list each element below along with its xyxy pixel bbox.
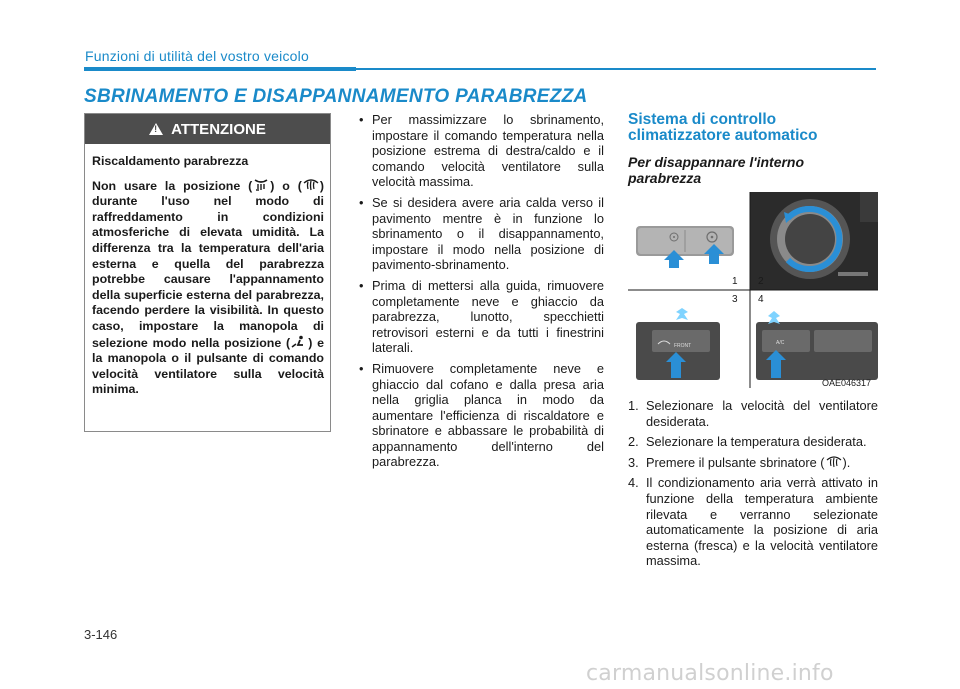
warning-body bbox=[92, 154, 324, 406]
tips-list bbox=[356, 112, 604, 470]
control-panel-illustration bbox=[628, 192, 878, 388]
warning-subheading: Riscaldamento parabrezza bbox=[92, 154, 249, 168]
figure-code: OAE046317 bbox=[822, 378, 872, 388]
running-header: Funzioni di utilità del vostro veicolo bbox=[85, 48, 309, 64]
list-item: 2. Selezionare la temperatura desiderata. bbox=[628, 434, 867, 450]
figure-label-2: 2 bbox=[758, 276, 764, 287]
header-rule-thick bbox=[84, 67, 356, 71]
figure-label-4: 4 bbox=[758, 294, 764, 305]
list-item: 1. Selezionare la velocità del ventilatore desiderata. bbox=[628, 398, 878, 429]
defrost-icon bbox=[825, 455, 843, 469]
watermark: carmanualsonline.info bbox=[586, 661, 834, 686]
subsection-title: Sistema di controllo climatizzatore automatico bbox=[628, 111, 818, 144]
list-item: • Se si desidera avere aria calda verso il pavimento mentre è in funzione lo sbrinamento o il disappannamento, impostare il modo nella posizione di pavimento-sbrinamento. bbox=[356, 195, 604, 273]
list-item: • Rimuovere completamente neve e ghiaccio dal cofano e dalla presa aria nella griglia planca in modo da aumentare l'efficienza di riscaldatore e sbrinatore e abbassare le probabilità di appannamento dell'interno del parabrezza. bbox=[356, 361, 604, 470]
section-title: SBRINAMENTO E DISAPPANNAMENTO PARABREZZA bbox=[84, 86, 588, 107]
warning-text: Non usare la posizione ( ) o ( ) durante l'uso nel modo di raffreddamento in condizioni atmosferiche di elevata umidità. La differenza tra la temperatura dell'aria esterna e quella del parabrezza potrebbe causare l'appannamento della superficie esterna del parabrezza, facendo perdere la visibilità. In questo caso, impostare la manopola di selezione modo nella posizione ( ) e la manopola o il pulsante di comando velocità ventilatore sulla velocità minima. bbox=[92, 178, 324, 397]
list-item: 3. Premere il pulsante sbrinatore ( ). bbox=[628, 454, 851, 470]
subsection-subtitle: Per disappannare l'interno parabrezza bbox=[628, 154, 805, 186]
front-button-label: FRONT bbox=[674, 343, 692, 349]
control-panel-figure bbox=[628, 192, 878, 388]
warning-heading: ATTENZIONE bbox=[171, 120, 266, 138]
list-item: 4. Il condizionamento aria verrà attivato in funzione della temperatura ambiente rilevata e verranno selezionate automaticamente la posizione di aria esterna (fresca) e la velocità ventilatore massima. bbox=[628, 475, 878, 569]
figure-label-1: 1 bbox=[732, 276, 738, 287]
warning-triangle-icon bbox=[149, 123, 163, 135]
list-item: • Per massimizzare lo sbrinamento, impostare il comando temperatura nella posizione estrema di destra/caldo e il comando velocità ventilatore sulla velocità massima. bbox=[356, 112, 604, 190]
tips-column bbox=[356, 112, 604, 475]
defrost-icon bbox=[302, 178, 320, 192]
floor-defrost-mode-icon bbox=[252, 178, 270, 192]
steps-list bbox=[628, 398, 878, 569]
page-number: 3-146 bbox=[84, 627, 118, 642]
header-rule-thin bbox=[356, 68, 876, 70]
list-item: • Prima di mettersi alla guida, rimuovere completamente neve e ghiaccio da parabrezza, lunotto, specchietti retrovisori esterni e da tutti i finestrini laterali. bbox=[356, 278, 604, 356]
warning-box bbox=[84, 113, 331, 432]
ac-button-label: A/C bbox=[776, 340, 785, 346]
figure-label-3: 3 bbox=[732, 294, 738, 305]
steps-column bbox=[628, 398, 878, 574]
floor-mode-icon bbox=[290, 335, 308, 349]
warning-header bbox=[85, 114, 330, 144]
